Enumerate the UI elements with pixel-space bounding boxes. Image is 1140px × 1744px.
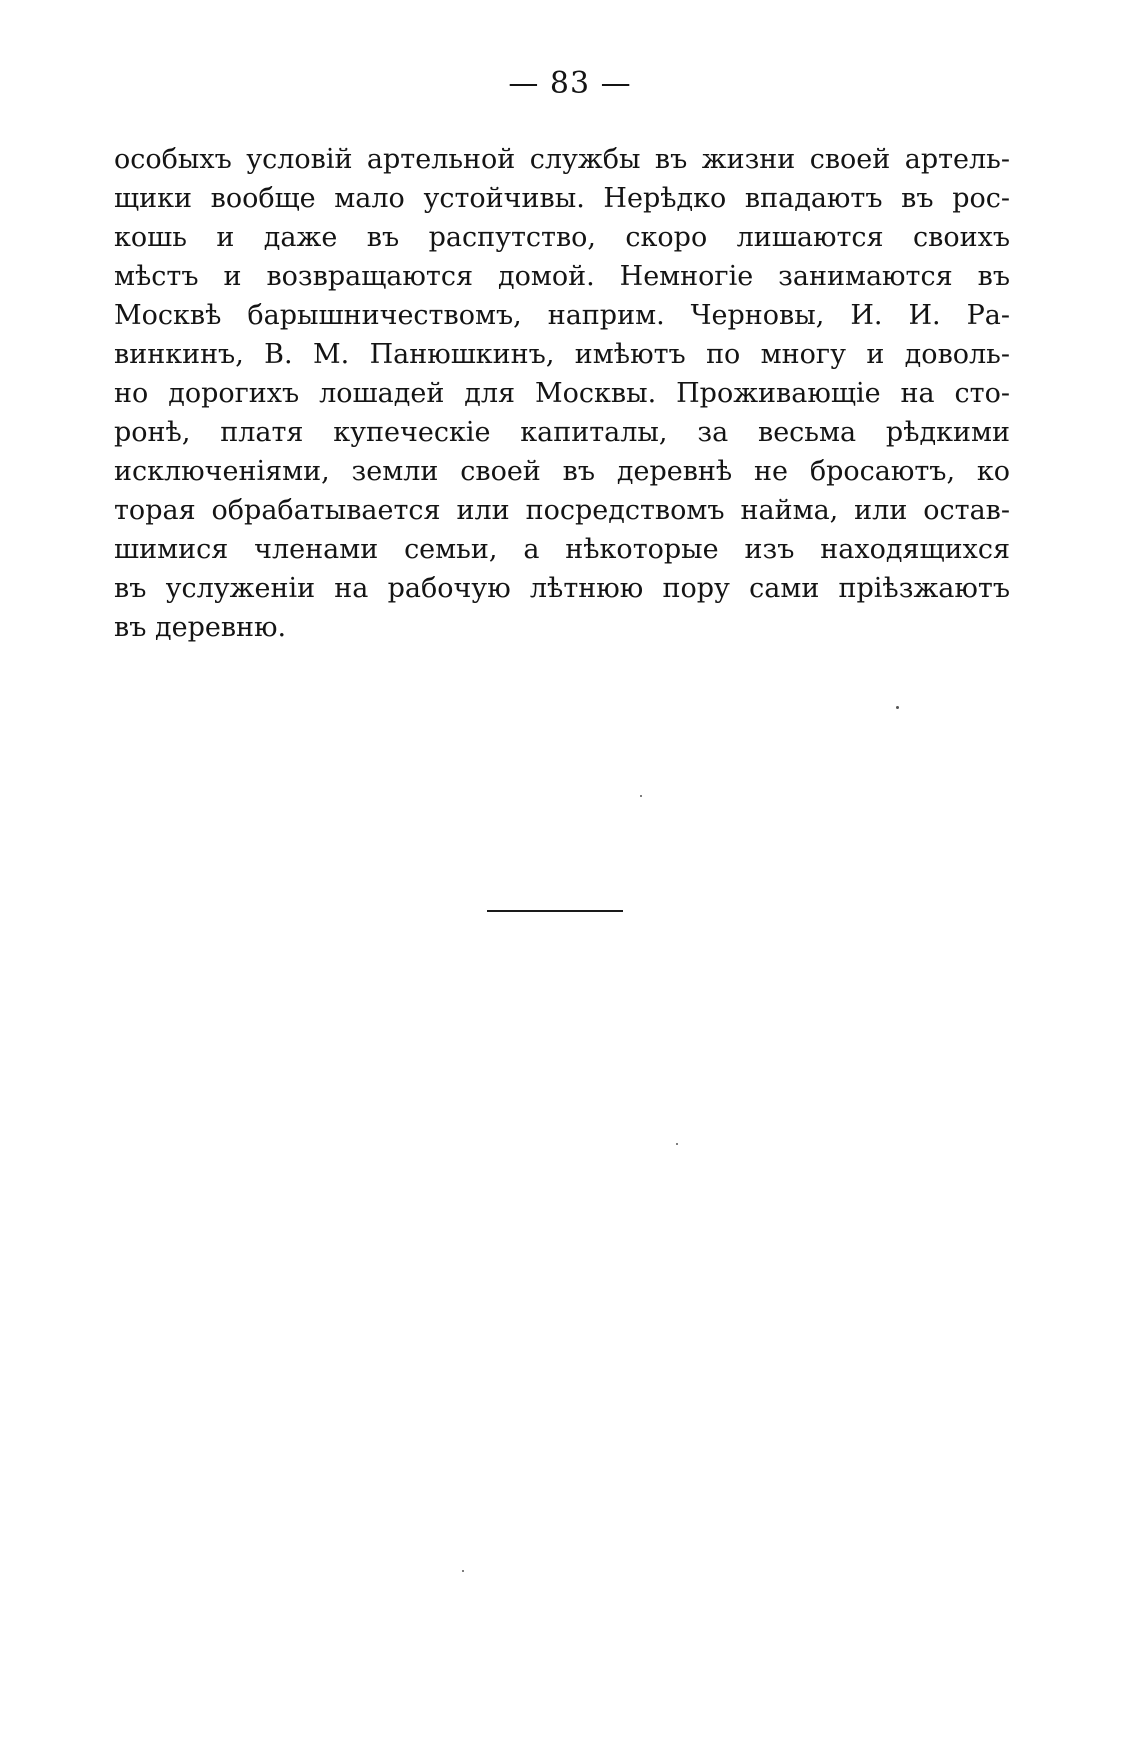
text-line: исключеніями, земли своей въ деревнѣ не бросаютъ, ко <box>114 456 1010 487</box>
text-line: шимися членами семьи, а нѣкоторые изъ находящихся <box>114 534 1010 565</box>
paper-speck <box>896 706 899 709</box>
text-line: въ услуженіи на рабочую лѣтнюю пору сами пріѣзжаютъ <box>114 573 1010 604</box>
text-line: мѣстъ и возвращаются домой. Немногіе занимаются въ <box>114 261 1010 292</box>
text-line: особыхъ условій артельной службы въ жизни своей артель- <box>114 144 1010 175</box>
text-line: но дорогихъ лошадей для Москвы. Проживающіе на сто- <box>114 378 1010 409</box>
text-line: въ деревню. <box>114 612 287 643</box>
section-divider <box>487 910 623 912</box>
text-line: щики вообще мало устойчивы. Нерѣдко впадаютъ въ рос- <box>114 183 1010 214</box>
page-number: — 83 — <box>508 66 632 101</box>
text-line: винкинъ, В. М. Панюшкинъ, имѣютъ по многу и доволь- <box>114 339 1010 370</box>
text-line: кошь и даже въ распутство, скоро лишаются своихъ <box>114 222 1010 253</box>
body-text <box>114 140 1010 647</box>
paper-speck <box>676 1143 678 1145</box>
text-line: Москвѣ барышничествомъ, наприм. Черновы, И. И. Ра- <box>114 300 1010 331</box>
text-line: торая обрабатывается или посредствомъ найма, или остав- <box>114 495 1010 526</box>
text-line: ронѣ, платя купеческіе капиталы, за весьма рѣдкими <box>114 417 1010 448</box>
paper-speck <box>462 1570 464 1572</box>
paper-speck <box>640 795 642 797</box>
